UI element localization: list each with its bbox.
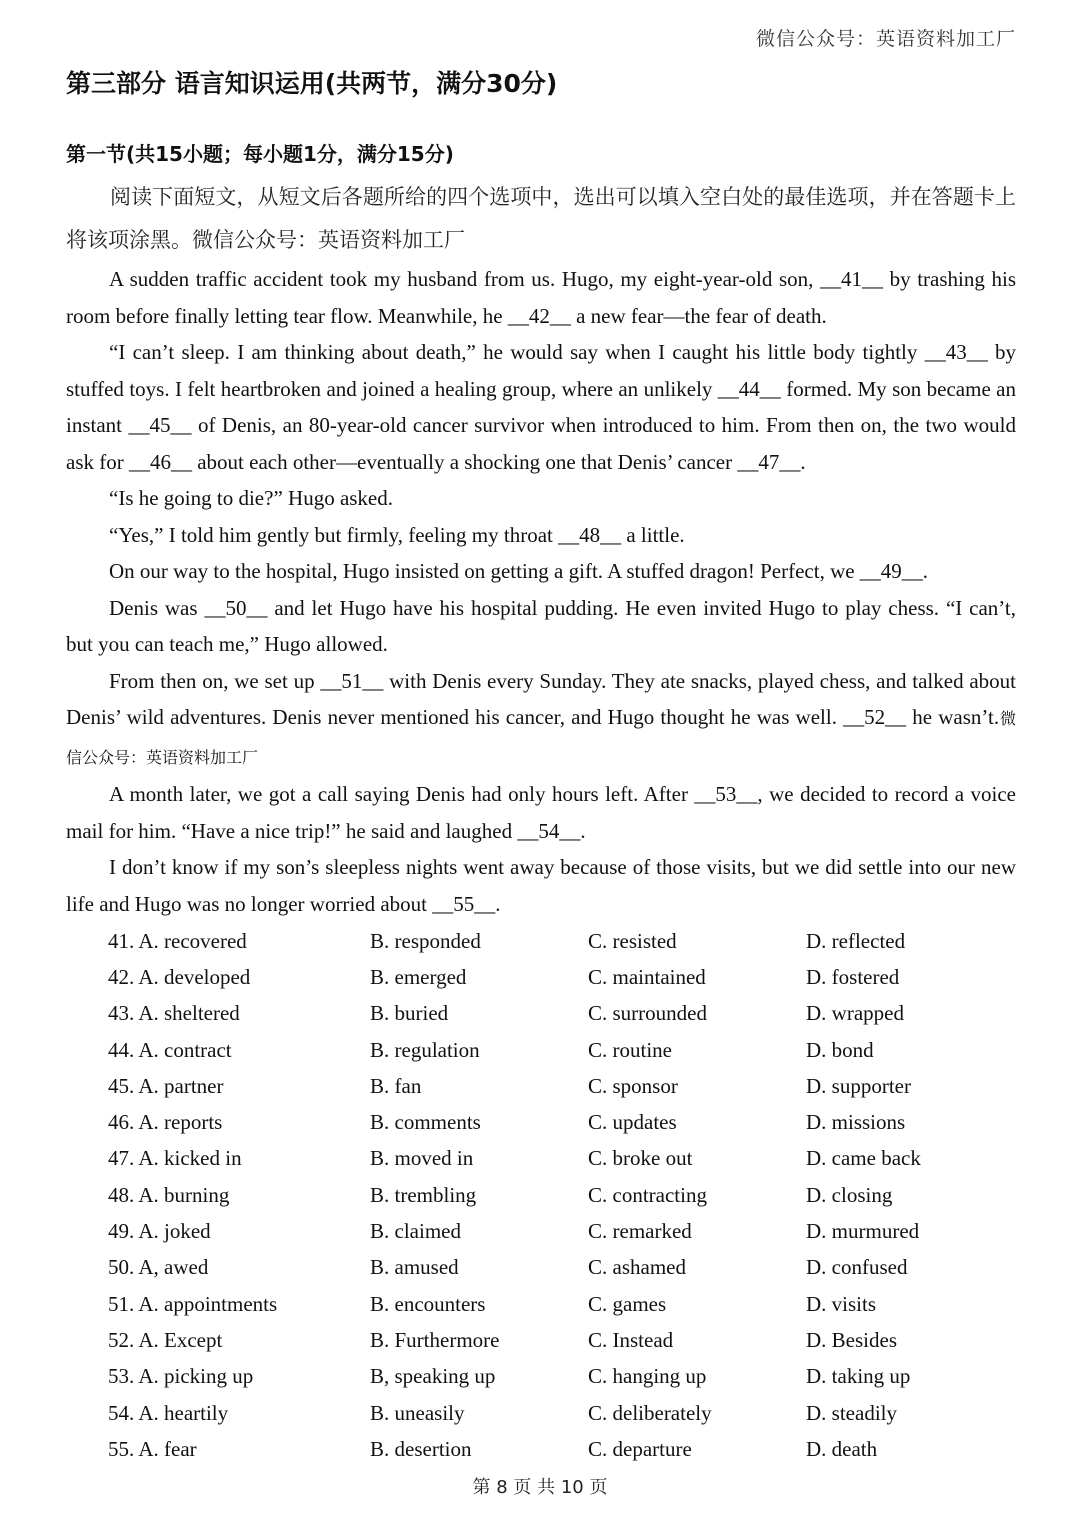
option-b: B. regulation xyxy=(370,1037,480,1062)
option-a: 55. A. fear xyxy=(108,1436,197,1461)
option-d: D. supporter xyxy=(806,1073,911,1098)
option-b: B. comments xyxy=(370,1110,481,1135)
option-a: 42. A. developed xyxy=(108,964,251,989)
passage-paragraph-3: “Is he going to die?” Hugo asked. xyxy=(109,486,394,510)
option-a: 48. A. burning xyxy=(108,1182,230,1207)
option-a: 51. A. appointments xyxy=(108,1291,278,1316)
header-watermark: 微信公众号：英语资料加工厂 xyxy=(755,28,1016,50)
option-c: C. routine xyxy=(588,1037,672,1062)
option-d: D. closing xyxy=(806,1182,893,1207)
option-a: 46. A. reports xyxy=(108,1110,223,1135)
option-row-51 xyxy=(108,1286,1008,1322)
option-b: B, speaking up xyxy=(370,1364,496,1389)
option-a: 52. A. Except xyxy=(108,1327,223,1352)
option-d: D. bond xyxy=(806,1037,874,1062)
option-c: C. resisted xyxy=(588,928,677,953)
option-row-42 xyxy=(108,959,1008,995)
option-c: C. departure xyxy=(588,1436,692,1461)
option-b: B. moved in xyxy=(370,1146,474,1171)
option-c: C. deliberately xyxy=(588,1400,712,1425)
option-b: B. responded xyxy=(370,928,481,953)
option-b: B. claimed xyxy=(370,1219,461,1244)
option-row-46 xyxy=(108,1104,1008,1140)
option-row-53 xyxy=(108,1359,1008,1395)
option-a: 41. A. recovered xyxy=(108,928,247,953)
option-c: C. games xyxy=(588,1291,667,1316)
passage-paragraph-4: “Yes,” I told him gently but firmly, feeling my throat __48__ a little. xyxy=(109,522,685,547)
option-b: B. Furthermore xyxy=(370,1327,500,1352)
option-b: B. fan xyxy=(370,1073,422,1098)
passage-paragraph-8: A month later, we got a call saying Denis had only hours left. After __53__, we decided to record a voice mail for him. “Have a nice trip!” he said and laughed __54__. xyxy=(66,782,1016,843)
instructions: 阅读下面短文，从短文后各题所给的四个选项中，选出可以填入空白处的最佳选项，并在答题卡上将该项涂黑。微信公众号：英语资料加工厂 xyxy=(66,185,1016,252)
option-c: C. remarked xyxy=(588,1219,692,1244)
part-title: 第三部分 语言知识运用(共两节，满分30分) xyxy=(66,69,558,98)
option-d: D. visits xyxy=(806,1291,877,1316)
option-d: D. reflected xyxy=(806,928,906,953)
option-d: D. fostered xyxy=(806,964,900,989)
answer-options xyxy=(108,923,1008,1467)
option-d: D. death xyxy=(806,1436,878,1461)
option-c: C. broke out xyxy=(588,1146,693,1171)
option-c: C. hanging up xyxy=(588,1364,707,1389)
option-d: D. Besides xyxy=(806,1327,897,1352)
option-b: B. amused xyxy=(370,1255,459,1280)
option-d: D. steadily xyxy=(806,1400,897,1425)
option-d: D. murmured xyxy=(806,1219,920,1244)
option-row-48 xyxy=(108,1177,1008,1213)
option-b: B. buried xyxy=(370,1001,449,1026)
option-a: 43. A. sheltered xyxy=(108,1001,240,1026)
option-a: 49. A. joked xyxy=(108,1219,211,1244)
option-a: 47. A. kicked in xyxy=(108,1146,242,1171)
option-d: D. wrapped xyxy=(806,1001,904,1026)
option-d: D. missions xyxy=(806,1110,906,1135)
option-b: B. trembling xyxy=(370,1182,477,1207)
passage-paragraph-1: A sudden traffic accident took my husband from us. Hugo, my eight-year-old son, __41__ by trashing his room before finally letting tear flow. Meanwhile, he __42__ a new fear—the fear of death. xyxy=(66,267,1016,328)
page-number: 第 8 页 共 10 页 xyxy=(472,1477,608,1498)
option-row-49 xyxy=(108,1213,1008,1249)
option-c: C. contracting xyxy=(588,1182,707,1207)
option-d: D. came back xyxy=(806,1146,921,1171)
option-a: 44. A. contract xyxy=(108,1037,232,1062)
option-c: C. ashamed xyxy=(588,1255,686,1280)
option-b: B. emerged xyxy=(370,964,467,989)
option-row-54 xyxy=(108,1395,1008,1431)
passage-paragraph-5: On our way to the hospital, Hugo insisted on getting a gift. A stuffed dragon! Perfect, we __49__. xyxy=(109,559,929,583)
section-title: 第一节(共15小题；每小题1分，满分15分) xyxy=(66,142,454,166)
option-row-41 xyxy=(108,923,1008,959)
passage-paragraph-6: Denis was __50__ and let Hugo have his hospital pudding. He even invited Hugo to play chess. “I can’t, but you can teach me,” Hugo allowed. xyxy=(66,595,1016,656)
cloze-passage xyxy=(66,261,1016,922)
option-a: 45. A. partner xyxy=(108,1073,224,1098)
option-a: 54. A. heartily xyxy=(108,1400,229,1425)
option-c: C. updates xyxy=(588,1110,677,1135)
option-row-52 xyxy=(108,1322,1008,1358)
option-row-43 xyxy=(108,996,1008,1032)
option-c: C. Instead xyxy=(588,1327,674,1352)
passage-paragraph-9: I don’t know if my son’s sleepless nights went away because of those visits, but we did settle into our new life and Hugo was no longer worried about __55__. xyxy=(66,855,1016,916)
passage-paragraph-7 xyxy=(66,663,1016,777)
inline-watermark: 微信公众号：英语资料加工厂 xyxy=(66,709,1016,767)
option-c: C. surrounded xyxy=(588,1001,707,1026)
option-c: C. sponsor xyxy=(588,1073,678,1098)
option-b: B. desertion xyxy=(370,1436,472,1461)
option-c: C. maintained xyxy=(588,964,706,989)
option-d: D. taking up xyxy=(806,1364,911,1389)
option-a: 53. A. picking up xyxy=(108,1364,254,1389)
option-row-44 xyxy=(108,1032,1008,1068)
option-row-45 xyxy=(108,1068,1008,1104)
passage-paragraph-2: “I can’t sleep. I am thinking about death,” he would say when I caught his little body tightly __43__ by stuffed toys. I felt heartbroken and joined a healing group, where an unlikely __44__ formed. My son became an instant __45__ of Denis, an 80-year-old cancer survivor when introduced to him. From then on, the two would ask for __46__ about each other—eventually a shocking one that Denis’ cancer __47__. xyxy=(66,340,1016,474)
option-row-55 xyxy=(108,1431,1008,1467)
option-a: 50. A, awed xyxy=(108,1255,209,1280)
option-b: B. uneasily xyxy=(370,1400,465,1425)
option-row-50 xyxy=(108,1250,1008,1286)
passage-paragraph-7-text: From then on, we set up __51__ with Denis every Sunday. They ate snacks, played chess, and talked about Denis’ wild adventures. Denis never mentioned his cancer, and Hugo thought he was well. __52__ he wasn’t. xyxy=(66,668,1016,729)
option-b: B. encounters xyxy=(370,1291,486,1316)
option-row-47 xyxy=(108,1141,1008,1177)
option-d: D. confused xyxy=(806,1255,908,1280)
